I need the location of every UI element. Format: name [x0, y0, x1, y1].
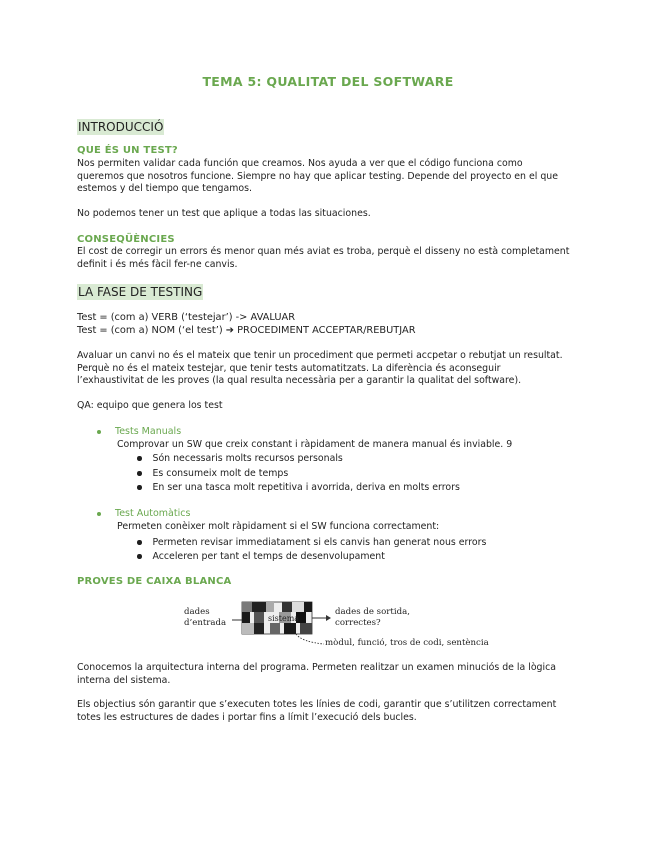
- text-line: interna del sistema.: [77, 674, 171, 686]
- definition-nom: Test = (com a) NOM (‘el test’) ➔ PROCEDIMENT ACCEPTAR/REBUTJAR: [77, 325, 416, 336]
- bullet-dot-icon: [137, 540, 142, 545]
- list-item-text: Es consumeix molt de temps: [152, 468, 289, 479]
- paragraph-avaluar: [77, 350, 579, 388]
- heading-fase-testing: LA FASE DE TESTING: [78, 285, 203, 299]
- heading-introduccio: INTRODUCCIÓ: [78, 120, 164, 134]
- text-line: totes les estructures de dades i portar fins a límit l’execució dels bucles.: [77, 711, 417, 723]
- bullet-dot-icon: [137, 485, 142, 490]
- bullet-label: Tests Manuals: [115, 426, 182, 437]
- dotted-pointer: [296, 634, 324, 644]
- heading-caixa-blanca: PROVES DE CAIXA BLANCA: [77, 576, 232, 587]
- bullet-dot-icon: [137, 554, 142, 559]
- definition-verb: Test = (com a) VERB (‘testejar’) -> AVALUAR: [77, 312, 296, 323]
- bullet-test-automatics: [97, 508, 190, 519]
- text-line: Perquè no és el mateix testejar, que tenir tests automatitzats. La diferència és aconseguir: [77, 362, 501, 374]
- list-item: [137, 468, 288, 479]
- bullet-dot-icon: [137, 456, 142, 461]
- paragraph-arquitectura: [77, 662, 579, 687]
- bullet-tests-manuals: [97, 426, 181, 437]
- paragraph-objectius: [77, 699, 579, 724]
- text-line: dades: [184, 607, 210, 617]
- text-line: dades de sortida,: [335, 607, 410, 617]
- text-line: d’entrada: [184, 617, 227, 628]
- text-line: definit i és més fàcil fer-ne canvis.: [77, 258, 238, 270]
- paragraph-no-podemos: No podemos tener un test que aplique a todas las situaciones.: [77, 208, 371, 219]
- list-item-text: En ser una tasca molt repetitiva i avorrida, deriva en molts errors: [152, 482, 460, 493]
- bullet-dot-icon: [137, 471, 142, 476]
- manual-description: Comprovar un SW que creix constant i ràpidament de manera manual és inviable. 9: [117, 439, 513, 450]
- text-line: Avaluar un canvi no és el mateix que tenir un procediment que permeti accpetar o rebutjat un resultat.: [77, 350, 563, 361]
- diagram-box-label: sistema: [268, 614, 300, 623]
- list-item-text: Són necessaris molts recursos personals: [152, 453, 343, 464]
- heading-consequencies: CONSEQÜÈNCIES: [77, 234, 175, 245]
- text-line: Nos permiten validar cada función que creamos. Nos ayuda a ver que el código funciona como: [77, 158, 523, 169]
- text-line: correctes?: [335, 617, 381, 628]
- auto-description: Permeten conèixer molt ràpidament si el SW funciona correctament:: [117, 521, 440, 532]
- list-item: [137, 482, 460, 493]
- bullet-label: Test Automàtics: [115, 508, 191, 519]
- list-item: [137, 551, 385, 562]
- paragraph-consequencies: [77, 246, 579, 271]
- text-line: El cost de corregir un errors és menor quan més aviat es troba, perquè el disseny no està completament: [77, 246, 570, 257]
- diagram-output-label: [335, 607, 410, 628]
- text-line: queremos que nosotros funcione. Siempre no hay que aplicar testing. Depende del proyecto en el que: [77, 170, 558, 182]
- bullet-dot-icon: [97, 430, 101, 434]
- heading-que-es-un-test: QUE ÉS UN TEST?: [77, 145, 178, 156]
- output-arrowhead: [326, 615, 331, 621]
- diagram-bottom-label: mòdul, funció, tros de codi, sentència: [325, 638, 489, 648]
- text-line: Conocemos la arquitectura interna del programa. Permeten realitzar un examen minuciós de la lògica: [77, 662, 557, 673]
- text-line: Els objectius són garantir que s’executen totes les línies de codi, garantir que s’utilitzen correctament: [77, 699, 557, 710]
- list-item-text: Acceleren per tant el temps de desenvolupament: [152, 551, 385, 562]
- list-item: [137, 537, 486, 548]
- paragraph-que-es-un-test: [77, 158, 579, 196]
- text-line: l’exhaustivitat de les proves (la qual resulta necessària per a garantir la qualitat del software).: [77, 375, 522, 387]
- list-item-text: Permeten revisar immediatament si els canvis han generat nous errors: [152, 537, 487, 548]
- text-line: estemos y del tiempo que tengamos.: [77, 183, 252, 195]
- document-title: TEMA 5: QUALITAT DEL SOFTWARE: [202, 74, 454, 89]
- white-box-diagram: [184, 600, 494, 650]
- bullet-dot-icon: [97, 512, 101, 516]
- paragraph-qa: QA: equipo que genera los test: [77, 400, 223, 411]
- list-item: [137, 453, 343, 464]
